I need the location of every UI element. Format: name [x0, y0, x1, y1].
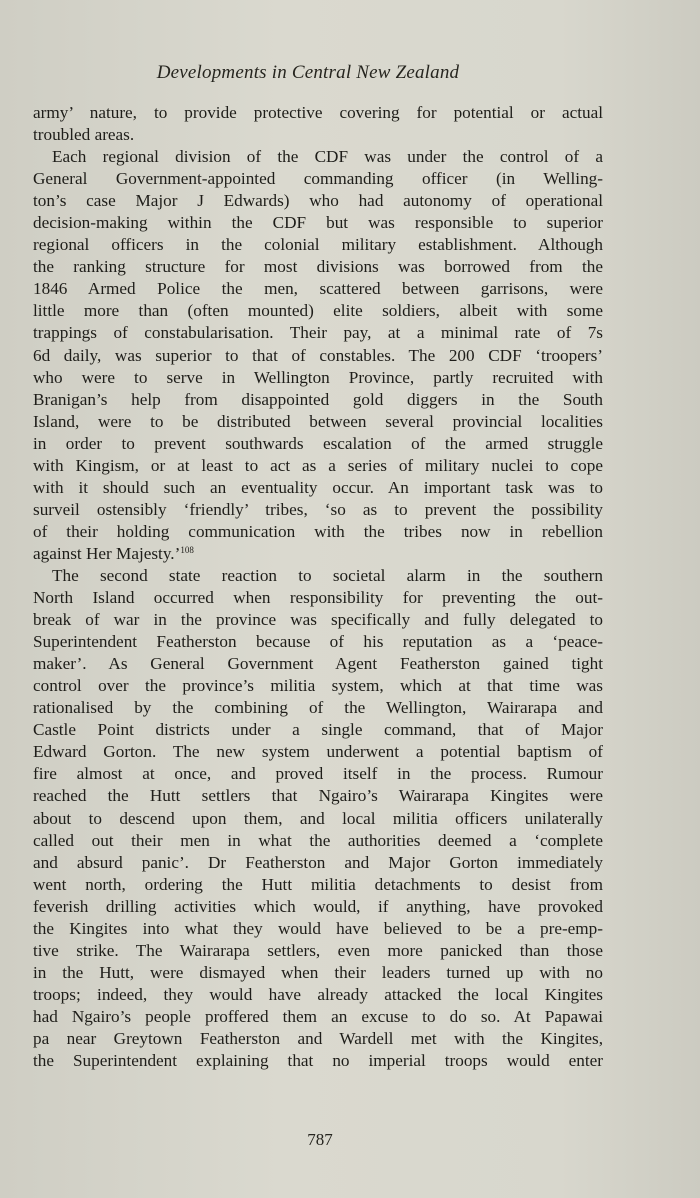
text-line-content: of their holding communication with the tribes now in rebellion	[33, 521, 603, 541]
page-number: 787	[307, 1130, 333, 1149]
text-line-content: called out their men in what the authorities deemed a ‘complete	[33, 830, 603, 850]
text-line	[33, 741, 603, 763]
text-line-content: control over the province’s militia system, which at that time was	[33, 676, 603, 696]
text-line	[33, 697, 603, 719]
text-line	[33, 499, 603, 521]
text-line	[33, 124, 603, 146]
text-line	[33, 631, 603, 653]
text-line-content: troops; indeed, they would have already attacked the local Kingites	[33, 984, 603, 1004]
text-line-content: rationalised by the combining of the Wellington, Wairarapa and	[33, 698, 603, 718]
text-line	[33, 830, 603, 852]
text-line-content: the ranking structure for most divisions was borrowed from the	[33, 257, 603, 277]
text-line-content: break of war in the province was specifically and fully delegated to	[33, 610, 603, 630]
text-line-content: the Kingites into what they would have believed to be a pre-emp-	[33, 918, 603, 938]
text-line-content: with it should such an eventuality occur. An important task was to	[33, 477, 603, 497]
text-line	[33, 719, 603, 741]
text-line	[33, 367, 603, 389]
text-line	[33, 389, 603, 411]
text-line-content: went north, ordering the Hutt militia detachments to desist from	[33, 874, 603, 894]
text-line-content: 1846 Armed Police the men, scattered between garrisons, were	[33, 279, 603, 299]
text-line	[33, 322, 603, 344]
text-line-content: Island, were to be distributed between several provincial localities	[33, 411, 603, 431]
text-line-content: Castle Point districts under a single command, that of Major	[33, 720, 603, 740]
text-line-content: regional officers in the colonial military establishment. Although	[33, 235, 603, 255]
text-line-content: army’ nature, to provide protective covering for potential or actual	[33, 103, 603, 122]
text-line	[33, 433, 603, 455]
text-line	[33, 565, 603, 587]
text-line	[33, 763, 603, 785]
text-line	[33, 918, 603, 940]
text-line-content: trappings of constabularisation. Their pay, at a minimal rate of 7s	[33, 323, 603, 343]
text-line	[33, 1050, 603, 1072]
text-line	[33, 455, 603, 477]
footnote-reference: 108	[180, 544, 194, 555]
text-line	[33, 675, 603, 697]
text-line-content: had Ngairo’s people proffered them an excuse to do so. At Papawai	[33, 1006, 603, 1026]
text-line	[33, 345, 603, 367]
text-line	[33, 808, 603, 830]
text-line-content: against Her Majesty.’	[33, 543, 181, 563]
text-line-content: and absurd panic’. Dr Featherston and Major Gorton immediately	[33, 852, 603, 872]
text-line	[33, 190, 603, 212]
text-line-content: troubled areas.	[33, 125, 135, 145]
text-line	[33, 609, 603, 631]
text-line	[33, 212, 603, 234]
text-line-content: Superintendent Featherston because of his reputation as a ‘peace-	[33, 632, 603, 652]
text-line-content: The second state reaction to societal alarm in the southern	[52, 565, 603, 585]
text-line-content: in order to prevent southwards escalation of the armed struggle	[33, 433, 603, 453]
text-line	[33, 543, 603, 565]
text-line-content: with Kingism, or at least to act as a series of military nuclei to cope	[33, 455, 603, 475]
text-line-content: the Superintendent explaining that no imperial troops would enter	[33, 1051, 603, 1071]
text-line	[33, 587, 603, 609]
text-line-content: pa near Greytown Featherston and Wardell met with the Kingites,	[33, 1028, 603, 1048]
text-line	[33, 234, 603, 256]
text-line-content: Each regional division of the CDF was under the control of a	[52, 147, 603, 167]
text-line-content: feverish drilling activities which would, if anything, have provoked	[33, 896, 603, 916]
text-line-content: North Island occurred when responsibility for preventing the out-	[33, 588, 603, 608]
text-line	[33, 477, 603, 499]
text-line	[33, 852, 603, 874]
text-line-content: about to descend upon them, and local militia officers unilaterally	[33, 808, 603, 828]
body-text	[33, 102, 603, 1072]
text-line	[33, 168, 603, 190]
text-line-content: Branigan’s help from disappointed gold diggers in the South	[33, 389, 603, 409]
text-line-content: Edward Gorton. The new system underwent a potential baptism of	[33, 742, 603, 762]
text-line-content: 6d daily, was superior to that of constables. The 200 CDF ‘troopers’	[33, 345, 603, 365]
text-line-content: fire almost at once, and proved itself in the process. Rumour	[33, 764, 603, 784]
text-line	[33, 521, 603, 543]
text-line	[33, 962, 603, 984]
text-line	[33, 940, 603, 962]
text-line-content: General Government-appointed commanding officer (in Welling-	[33, 169, 603, 189]
running-head: Developments in Central New Zealand	[156, 62, 460, 83]
text-line	[33, 1028, 603, 1050]
text-line	[33, 278, 603, 300]
text-line-content: tive strike. The Wairarapa settlers, even more panicked than those	[33, 940, 603, 960]
text-line	[33, 411, 603, 433]
text-line	[33, 653, 603, 675]
text-line-content: maker’. As General Government Agent Featherston gained tight	[33, 654, 603, 674]
text-line-content: reached the Hutt settlers that Ngairo’s Wairarapa Kingites were	[33, 786, 603, 806]
text-line	[33, 300, 603, 322]
text-line-content: ton’s case Major J Edwards) who had autonomy of operational	[33, 191, 603, 211]
text-line-content: in the Hutt, were dismayed when their leaders turned up with no	[33, 962, 603, 982]
text-line-content: surveil ostensibly ‘friendly’ tribes, ‘so as to prevent the possibility	[33, 499, 603, 519]
text-line	[33, 256, 603, 278]
text-line	[33, 785, 603, 807]
text-line	[33, 984, 603, 1006]
text-line	[33, 874, 603, 896]
text-line	[33, 146, 603, 168]
text-line-content: decision-making within the CDF but was responsible to superior	[33, 213, 603, 233]
text-line-content: little more than (often mounted) elite soldiers, albeit with some	[33, 301, 603, 321]
text-line-content: who were to serve in Wellington Province, partly recruited with	[33, 367, 603, 387]
text-line	[33, 896, 603, 918]
text-line	[33, 1006, 603, 1028]
text-line	[33, 102, 603, 124]
